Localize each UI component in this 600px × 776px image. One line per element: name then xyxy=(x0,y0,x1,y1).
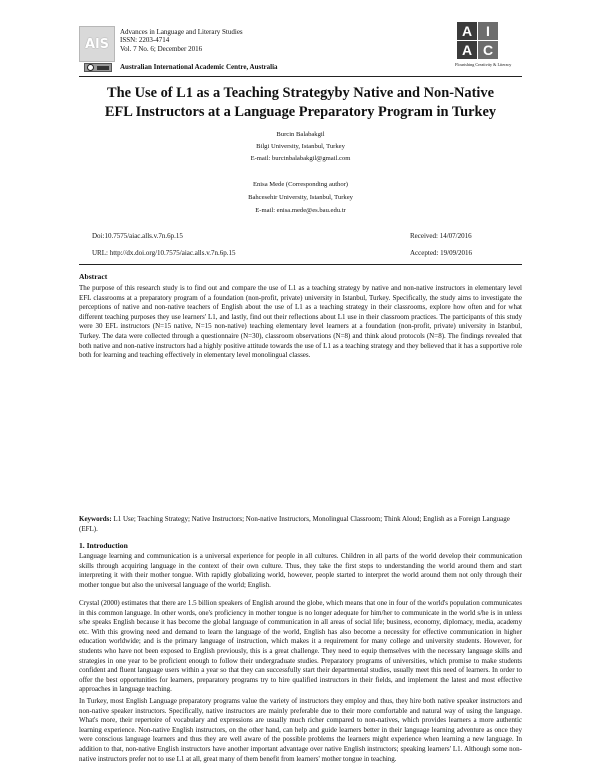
journal-info xyxy=(120,28,243,53)
aiac-letter: C xyxy=(478,41,498,59)
header-divider xyxy=(79,76,522,77)
title-line-2: EFL Instructors at a Language Preparatory Program in Turkey xyxy=(104,104,497,120)
doi: Doi:10.7575/aiac.alls.v.7n.6p.15 xyxy=(92,232,183,240)
author-affiliation: Bilgi University, Istanbul, Turkey xyxy=(256,143,345,150)
aiac-letter: I xyxy=(478,22,498,40)
intro-paragraph: In Turkey, most English Language preparatory programs value the variety of instructors they employ and thus, they hire both native speaker instructors and non-native speaker instructors. Specifically, native instructors are mainly preferable due to their more comfortable and natural way of using the language. What's more, their repertoire of vocabulary and expressions are usually much richer compared to non-natives, which provides learners a more authentic learning experience. Non-native English instructors, on the other hand, can help and guide learners better in their language learning adventure as once they were conscious language learners and thus they are well aware of the possible problems the learners might experience when learning a new language. In addition to that, non-native English instructors have another important advantage over native English instructors; speaking learners' L1. Although some non-native instructors prefer not to use L1 at all, great many of them benefit from learners' mother tongue in teaching. xyxy=(79,697,522,763)
journal-volume: Vol. 7 No. 6; December 2016 xyxy=(120,44,203,53)
journal-logo: AlS xyxy=(79,26,115,62)
publisher-name: Australian International Academic Centre, Australia xyxy=(120,63,278,71)
author-email: E-mail: enisa.mede@es.bau.edu.tr xyxy=(255,207,346,214)
paper-title xyxy=(79,84,522,122)
journal-name: Advances in Language and Literary Studies xyxy=(120,28,243,36)
keywords-label: Keywords: xyxy=(79,515,112,523)
received-date: Received: 14/07/2016 xyxy=(410,232,472,240)
intro-paragraph: Language learning and communication is a universal experience for people in all cultures. Children in all parts of the world develop their communication skills through acquiring language in the context of their own culture. Thus, they take the first steps to understanding the world around them and start interpreting it with their mother tongue. With rapidly globalizing world, however, people started to interpret the world around them not only through their mother tongue but also the universal language of the world; English. xyxy=(79,552,522,589)
author-name: Enisa Mede (Corresponding author) xyxy=(252,181,349,188)
abstract-text: The purpose of this research study is to find out and compare the use of L1 as a teaching strategy by native and non-native instructors in elementary level EFL classrooms at a preparatory program of a foundation (non-profit, private) university in Istanbul, Turkey. Specifically, the study aims to investigate the perceptions of native and non-native teachers of English about the use of L1 as a teaching strategy in their classrooms, explore how often and for what different teaching purposes they use learners' L1, and lastly, find out their reflections about L1 use in their classroom practices. The participants of this study were 30 EFL instructors (N=15 native, N=15 non-native) teaching elementary level learners at a foundation (non-profit, private) university in Istanbul, Turkey. The data were collected through a questionnaire (N=30), classroom observations (N=8) and think aloud protocols (N=8). The findings revealed that both native and non-native instructors had a highly positive attitude towards the use of L1 as a teaching strategy and they believed that it has a supportive role both for learning and teaching effectively in elementary level monolingual classes. xyxy=(79,284,522,360)
meta-divider xyxy=(79,264,522,265)
author-email: E-mail: burcinbalabakgil@gmail.com xyxy=(250,155,351,162)
journal-issn: ISSN: 2203-4714 xyxy=(120,36,170,45)
creative-commons-icon xyxy=(84,63,112,72)
aiac-logo xyxy=(457,22,519,62)
aiac-tagline: Flourishing Creativity & Literacy xyxy=(455,62,512,67)
abstract-heading: Abstract xyxy=(79,272,108,281)
title-line-1: The Use of L1 as a Teaching Strategyby Native and Non-Native xyxy=(107,85,494,101)
author-name: Burcin Balabakgil xyxy=(276,131,325,138)
aiac-letter: A xyxy=(457,22,477,40)
keywords-text: L1 Use; Teaching Strategy; Native Instructors; Non-native Instructors, Monolingual Classroom; Think Aloud; English as a Foreign Language (EFL). xyxy=(79,515,510,533)
introduction-heading: 1. Introduction xyxy=(79,541,128,550)
aiac-letter: A xyxy=(457,41,477,59)
keywords xyxy=(79,515,522,534)
doi-url: URL: http://dx.doi.org/10.7575/aiac.alls.v.7n.6p.15 xyxy=(92,249,236,257)
accepted-date: Accepted: 19/09/2016 xyxy=(410,249,473,257)
intro-paragraph: Crystal (2000) estimates that there are 1.5 billion speakers of English around the globe, which means that one in four of the world's population communicates in this common language. In other words, one's proficiency in mother tongue is no longer adequate for him/her to communicate in the world s/he is in unless s/he speaks English because it has become the global language of communication in all areas of social life; business, economy, diplomacy, media, academy etc. With this growing need and demand to learn the language of the world, English has also become a necessity for effective communication in higher education worldwide; and is the primary language of instruction, which makes it a requirement for many college and university students. However, for students who have not been exposed to English previously, this is a great challenge. They need to equip themselves with the necessary language skills and strategies in one year to be proficient enough to follow their undergraduate studies. Preparatory programs of universities, which promise to make students confident and fluent language users within a year so that they can successfully start their departmental studies, usually meet this need of learners. In order to offer the best opportunities for learners, preparatory programs try to hire qualified instructors in their fields, and implement the latest and most effective approaches in language teaching. xyxy=(79,599,522,694)
author-affiliation: Bahcesehir University, Istanbul, Turkey xyxy=(248,194,353,201)
